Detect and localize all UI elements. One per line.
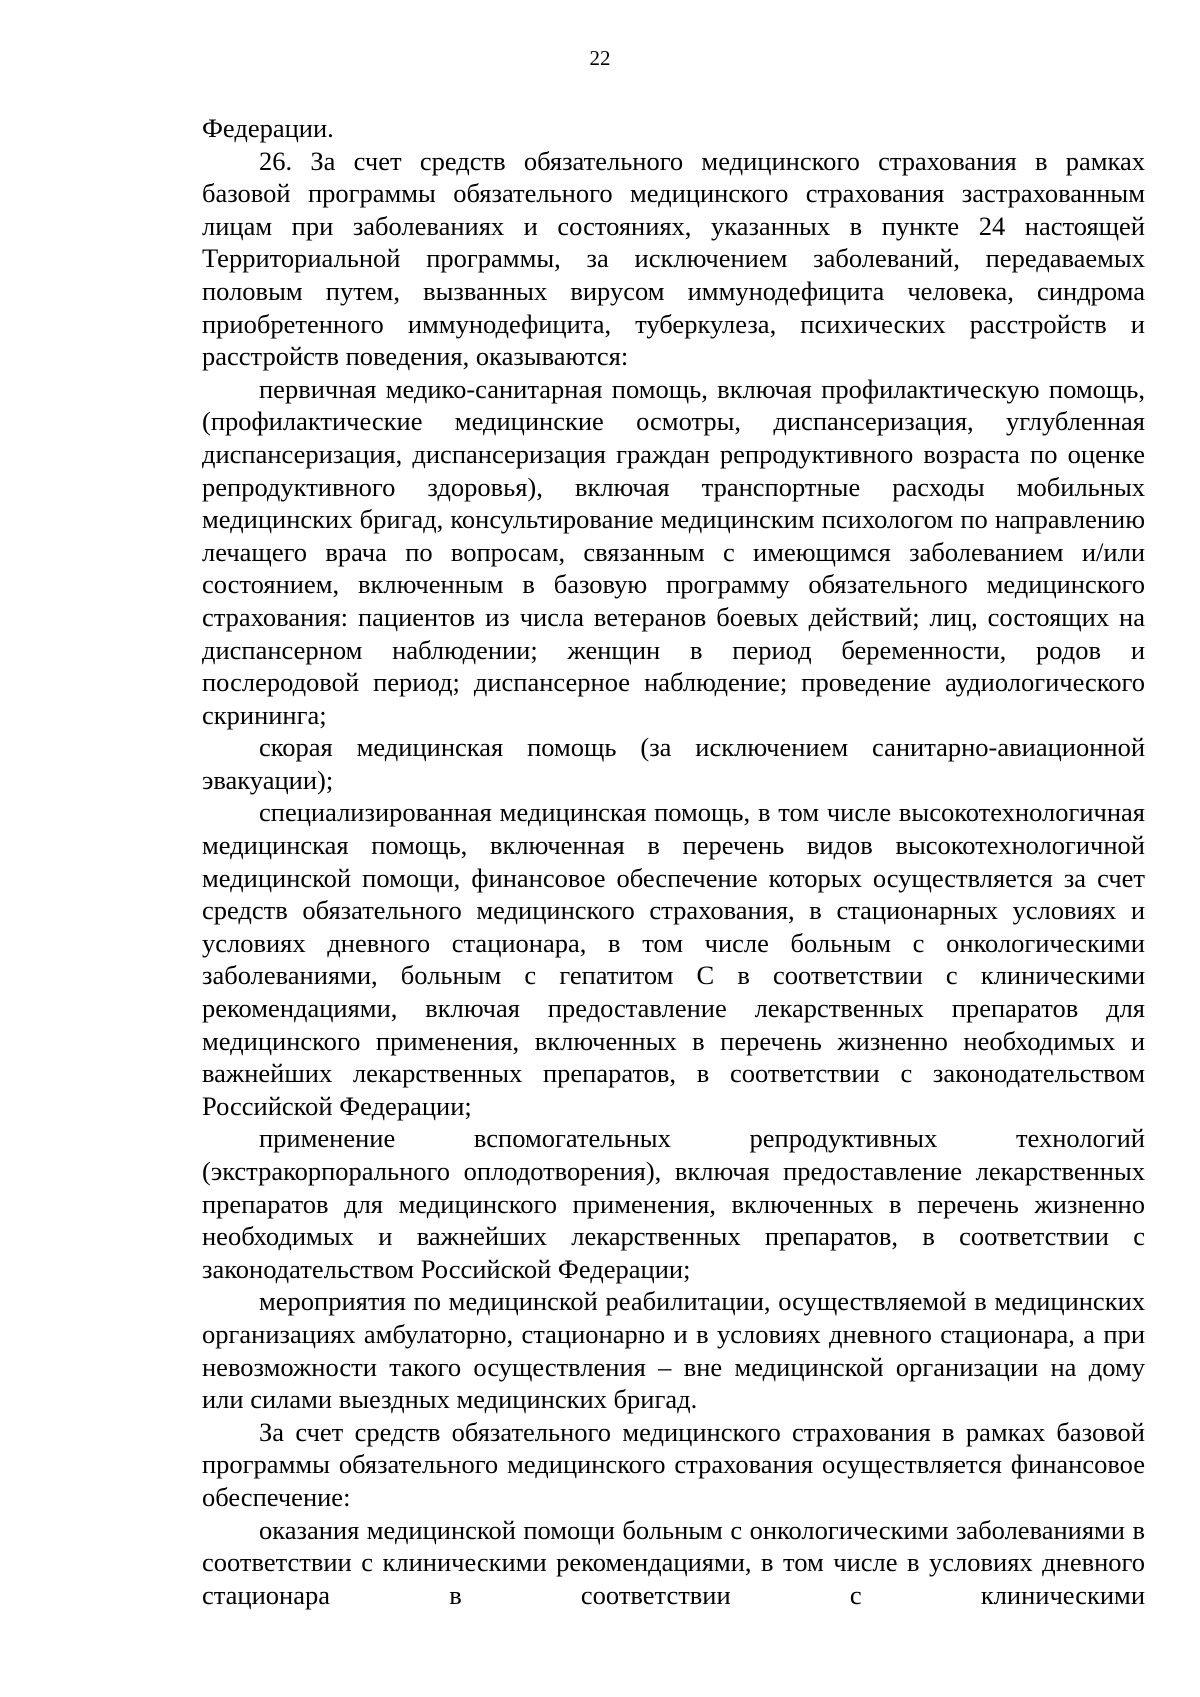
page-number: 22	[589, 46, 611, 70]
paragraph-reproductive-technologies: применение вспомогательных репродуктивных технологий (экстракорпорального оплодотворения), включая предоставление лекарственных препаратов для медицинского применения, включенных в перечень жизненно необходимых и важнейших лекарственных препаратов, в соответствии с законодательством Российской Федерации;	[202, 1123, 1145, 1284]
document-body	[202, 112, 1145, 1611]
paragraph-specialized-care: специализированная медицинская помощь, в том числе высокотехнологичная медицинская помощь, включенная в перечень видов высокотехнологичной медицинской помощи, финансовое обеспечение которых осуществляется за счет средств обязательного медицинского страхования, в стационарных условиях и условиях дневного стационара, в том числе больным с онкологическими заболеваниями, больным с гепатитом С в соответствии с клиническими рекомендациями, включая предоставление лекарственных препаратов для медицинского применения, включенных в перечень жизненно необходимых и важнейших лекарственных препаратов, в соответствии с законодательством Российской Федерации;	[202, 797, 1145, 1121]
paragraph-item-26: 26. За счет средств обязательного медицинского страхования в рамках базовой программы обязательного медицинского страхования застрахованным лицам при заболеваниях и состояниях, указанных в пункте 24 настоящей Территориальной программы, за исключением заболеваний, передаваемых половым путем, вызванных вирусом иммунодефицита человека, синдрома приобретенного иммунодефицита, туберкулеза, психических расстройств и расстройств поведения, оказываются:	[202, 145, 1145, 372]
paragraph-rehabilitation: мероприятия по медицинской реабилитации, осуществляемой в медицинских организациях амбулаторно, стационарно и в условиях дневного стационара, а при невозможности такого осуществления – вне медицинской организации на дому или силами выездных медицинских бригад.	[202, 1286, 1145, 1415]
paragraph-oncology: оказания медицинской помощи больным с онкологическими заболеваниями в соответствии с клиническими рекомендациями, в том числе в условиях дневного стационара в соответствии с клиническими	[202, 1514, 1145, 1610]
paragraph-continuation: Федерации.	[202, 113, 334, 143]
paragraph-financing-intro: За счет средств обязательного медицинского страхования в рамках базовой программы обязательного медицинского страхования осуществляется финансовое обеспечение:	[202, 1416, 1145, 1512]
paragraph-emergency-care: скорая медицинская помощь (за исключением санитарно-авиационной эвакуации);	[202, 732, 1145, 795]
paragraph-primary-care: первичная медико-санитарная помощь, включая профилактическую помощь, (профилактические медицинские осмотры, диспансеризация, углубленная диспансеризация, диспансеризация граждан репродуктивного возраста по оценке репродуктивного здоровья), включая транспортные расходы мобильных медицинских бригад, консультирование медицинским психологом по направлению лечащего врача по вопросам, связанным с имеющимся заболеванием и/или состоянием, включенным в базовую программу обязательного медицинского страхования: пациентов из числа ветеранов боевых действий; лиц, состоящих на диспансерном наблюдении; женщин в период беременности, родов и послеродовой период; диспансерное наблюдение; проведение аудиологического скрининга;	[202, 373, 1145, 730]
